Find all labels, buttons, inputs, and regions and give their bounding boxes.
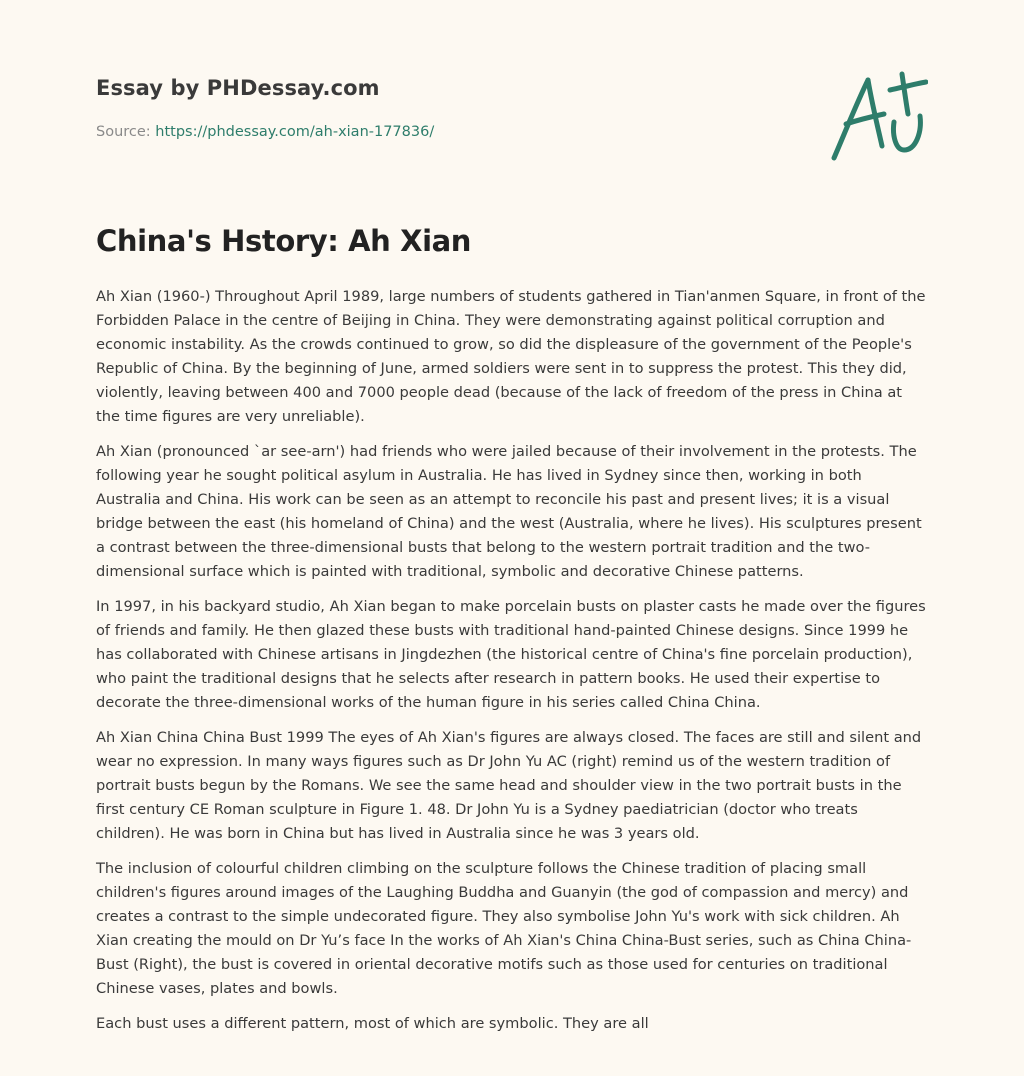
essay-paragraph: Ah Xian (1960-) Throughout April 1989, large numbers of students gathered in Tian'anmen Square, in front of the Forbidden Palace in the centre of Beijing in China. They were demonstrating against political corruption and economic instability. As the crowds continued to grow, so did the displeasure of the government of the People's Republic of China. By the beginning of June, armed soldiers were sent in to suppress the protest. This they did, violently, leaving between 400 and 7000 people dead (because of the lack of freedom of the press in China at the time figures are very unreliable). [96, 288, 926, 425]
essay-paragraph: Ah Xian China China Bust 1999 The eyes of Ah Xian's figures are always closed. The faces are still and silent and wear no expression. In many ways figures such as Dr John Yu AC (right) remind us of the western tradition of portrait busts begun by the Romans. We see the same head and shoulder view in the two portrait busts in the first century CE Roman sculpture in Figure 1. 48. Dr John Yu is a Sydney paediatrician (doctor who treats children). He was born in China but has lived in Australia since he was 3 years old. [96, 729, 922, 842]
source-label: Source: [96, 124, 151, 140]
source-line [96, 124, 434, 140]
a-plus-logo-icon [828, 70, 928, 166]
essay-body [96, 285, 930, 1047]
essay-paragraph: Each bust uses a different pattern, most of which are symbolic. They are all [96, 1015, 649, 1032]
essay-paragraph: The inclusion of colourful children climbing on the sculpture follows the Chinese tradition of placing small children's figures around images of the Laughing Buddha and Guanyin (the god of compassion and mercy) and creates a contrast to the simple undecorated figure. They also symbolise John Yu's work with sick children. Ah Xian creating the mould on Dr Yu’s face In the works of Ah Xian's China China-Bust series, such as China China-Bust (Right), the bust is covered in oriental decorative motifs such as those used for centuries on traditional Chinese vases, plates and bowls. [96, 860, 912, 997]
essay-title: China's Hstory: Ah Xian [96, 224, 472, 258]
page-header [96, 72, 928, 172]
site-brand: Essay by PHDessay.com [96, 76, 380, 100]
essay-paragraph: In 1997, in his backyard studio, Ah Xian began to make porcelain busts on plaster casts he made over the figures of friends and family. He then glazed these busts with traditional hand-painted Chinese designs. Since 1999 he has collaborated with Chinese artisans in Jingdezhen (the historical centre of China's fine porcelain production), who paint the traditional designs that he selects after research in pattern books. He used their expertise to decorate the three-dimensional works of the human figure in his series called China China. [96, 598, 926, 711]
source-link[interactable]: https://phdessay.com/ah-xian-177836/ [155, 124, 435, 140]
essay-paragraph: Ah Xian (pronounced `ar see-arn') had friends who were jailed because of their involvement in the protests. The following year he sought political asylum in Australia. He has lived in Sydney since then, working in both Australia and China. His work can be seen as an attempt to reconcile his past and present lives; it is a visual bridge between the east (his homeland of China) and the west (Australia, where he lives). His sculptures present a contrast between the three-dimensional busts that belong to the western portrait tradition and the two-dimensional surface which is painted with traditional, symbolic and decorative Chinese patterns. [96, 443, 922, 580]
